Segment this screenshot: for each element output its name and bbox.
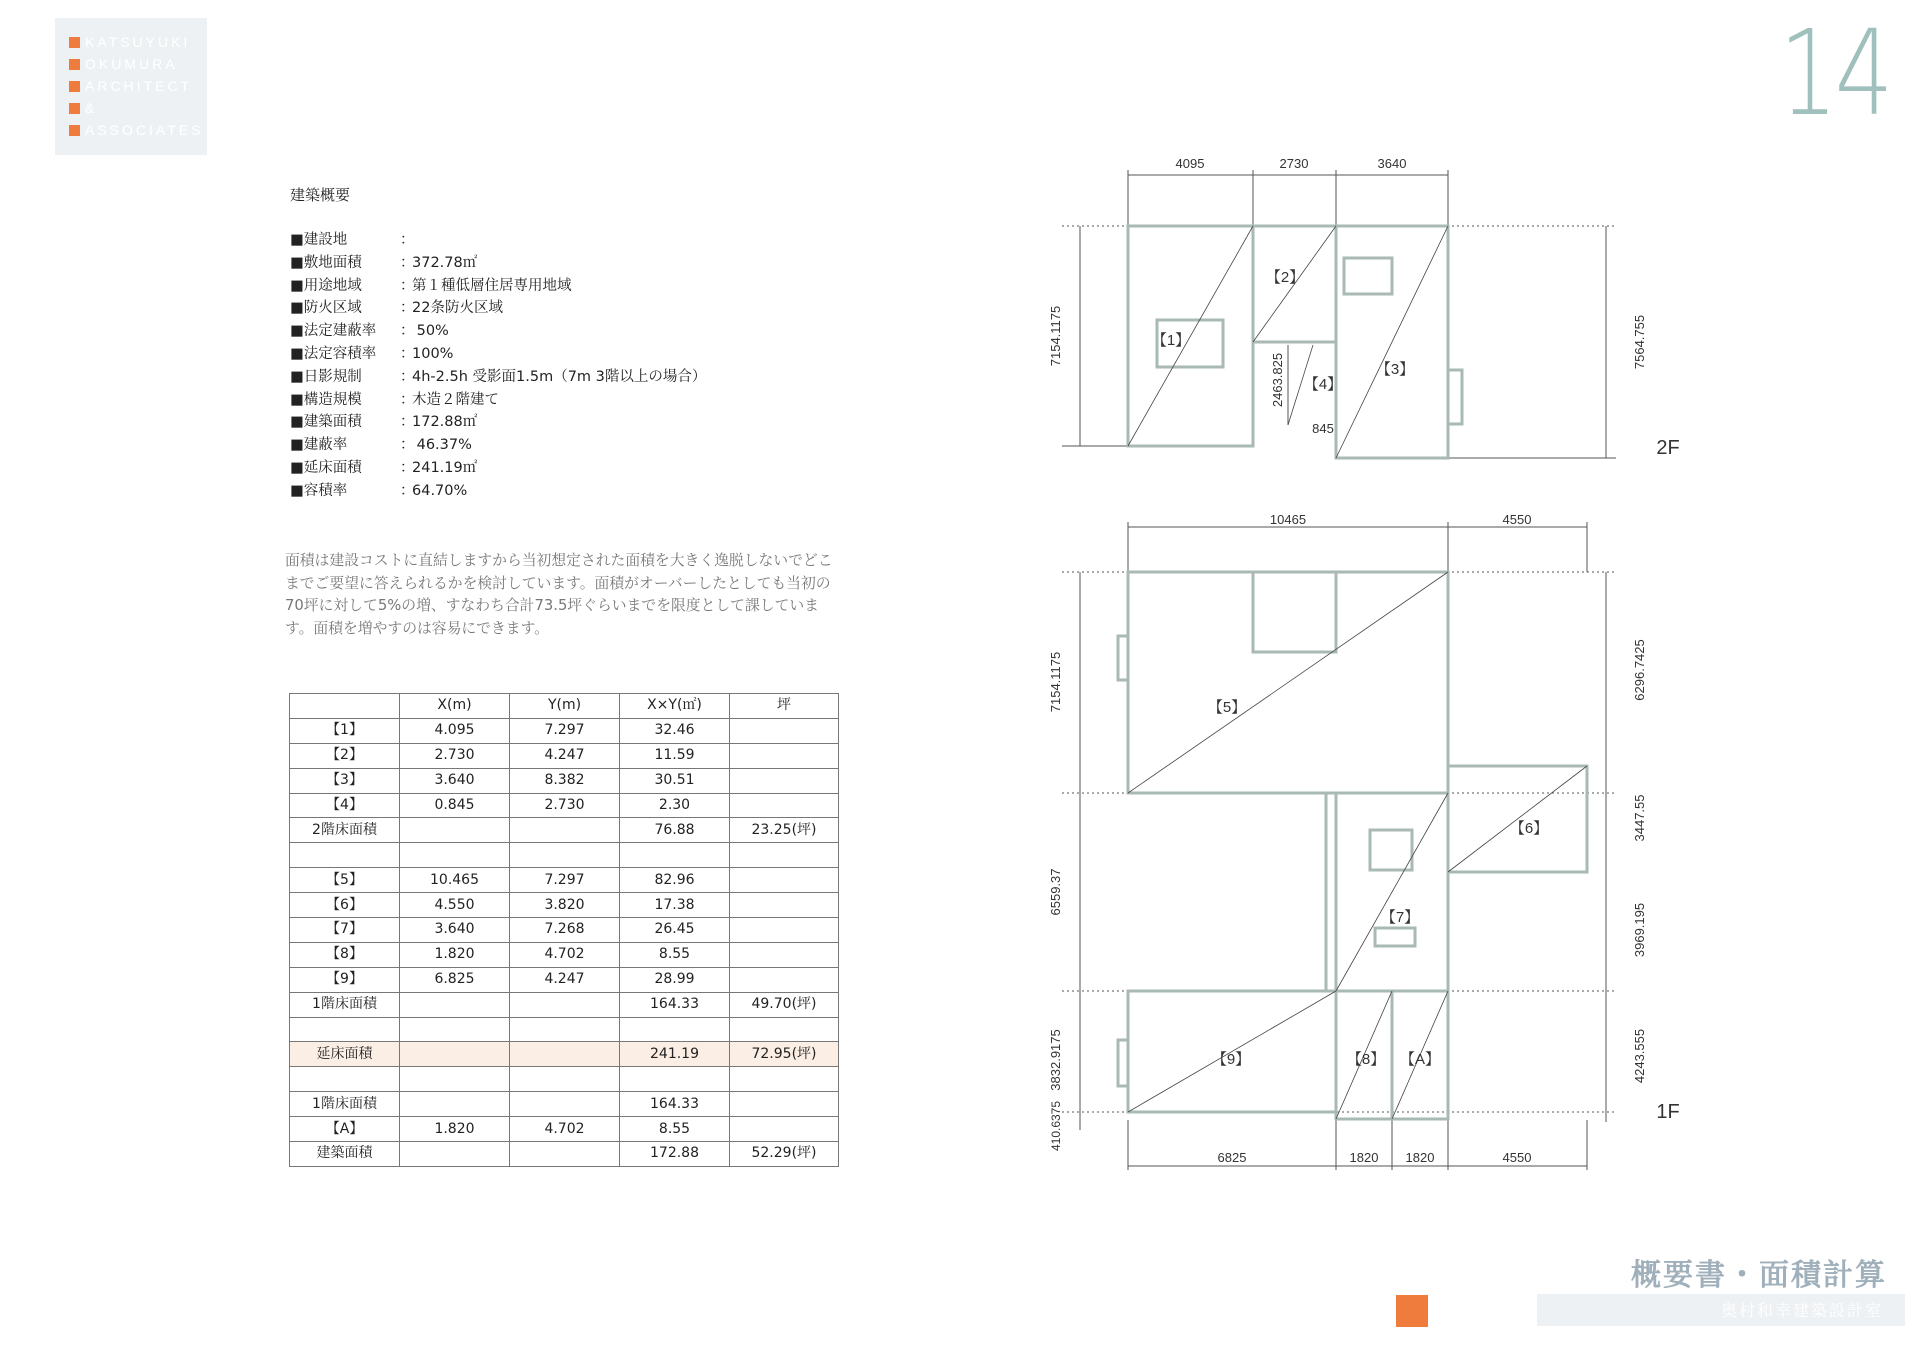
plan-1f-dim-right: 3969.195 [1632, 902, 1647, 958]
table-cell: 164.33 [620, 1092, 730, 1117]
table-cell: 26.45 [620, 918, 730, 943]
room-label: 【5】 [1207, 699, 1247, 716]
spec-separator: ： [400, 232, 415, 248]
table-cell: 1.820 [400, 1117, 510, 1142]
table-cell: 8.55 [620, 1117, 730, 1142]
room-label: 【8】 [1346, 1051, 1386, 1068]
spec-separator: ： [400, 254, 415, 271]
table-cell: 32.46 [620, 718, 730, 743]
plan-2f-dim-top: 3640 [1377, 156, 1407, 171]
table-cell: 【9】 [290, 967, 400, 992]
table-cell: 241.19 [620, 1042, 730, 1067]
spec-separator: ： [400, 414, 415, 431]
plan-1f-dim-bottom: 6825 [1217, 1150, 1247, 1165]
table-header-cell: X×Y(㎡) [620, 694, 730, 719]
table-header-cell: X(m) [400, 694, 510, 719]
plan-1f-diagonals [1128, 572, 1587, 1119]
table-cell: 82.96 [620, 868, 730, 893]
table-cell: 172.88 [620, 1142, 730, 1167]
plan-1f-dim-bottom: 1820 [1405, 1150, 1435, 1165]
page-number: 14 [1779, 4, 1890, 142]
table-cell: 4.702 [510, 942, 620, 967]
table-cell: 建築面積 [290, 1142, 400, 1167]
spec-label: ■法定建蔽率 [290, 323, 377, 340]
table-cell: 1階床面積 [290, 1092, 400, 1117]
plan-2f-dim-left: 7154.1175 [1048, 305, 1063, 367]
floor-label: 2F [1656, 437, 1680, 459]
plan-1f-dim-right: 6296.7425 [1632, 639, 1647, 701]
plan-1f-dim-right: 3447.55 [1632, 794, 1647, 842]
table-cell: 1.820 [400, 942, 510, 967]
logo-line: ASSOCIATES [69, 121, 203, 139]
spec-label: ■敷地面積 [290, 254, 362, 271]
plan-1f-dim-top: 10465 [1269, 512, 1307, 527]
spec-label: ■構造規模 [290, 391, 362, 408]
logo-line: ARCHITECT [69, 77, 192, 95]
room-label: 【6】 [1509, 820, 1549, 837]
plan-2f-dimension-lines [1062, 170, 1616, 458]
table-cell: 3.640 [400, 918, 510, 943]
table-cell: 8.382 [510, 768, 620, 793]
room-label: 【3】 [1375, 361, 1415, 378]
spec-separator: ： [400, 391, 415, 408]
table-header-cell: Y(m) [510, 694, 620, 719]
room-label: 【4】 [1303, 376, 1343, 393]
table-header-cell: 坪 [730, 694, 839, 719]
table-cell: 8.55 [620, 942, 730, 967]
room-label: 【1】 [1151, 332, 1191, 349]
plan-2f-dim-inner: 845 [1312, 421, 1334, 436]
spec-label: ■建蔽率 [290, 437, 348, 454]
table-cell: 72.95(坪) [730, 1042, 839, 1067]
table-cell: 7.268 [510, 918, 620, 943]
spec-label: ■防火区域 [290, 300, 362, 317]
table-cell: 【2】 [290, 743, 400, 768]
table-cell: 30.51 [620, 768, 730, 793]
spec-separator: ： [400, 368, 415, 385]
table-cell: 76.88 [620, 818, 730, 843]
table-cell: 【A】 [290, 1117, 400, 1142]
logo-line: OKUMURA [69, 55, 178, 73]
description-paragraph: 面積は建設コストに直結しますから当初想定された面積を大きく逸脱しないでどこまでご要望に答えられるかを検討しています。面積がオーバーしたとしても当初の70坪に対して5%の増、すなわち合計73.5坪ぐらいまでを限度として課しています。面積を増やすのは容易にできます。 [285, 552, 833, 637]
plan-1f-dim-left: 3832.9175 [1048, 1029, 1063, 1091]
spec-separator: ： [400, 437, 415, 454]
table-cell: 23.25(坪) [730, 818, 839, 843]
spec-value: 372.78㎡ [412, 254, 478, 271]
spec-label: ■用途地域 [290, 277, 362, 294]
table-cell: 【4】 [290, 793, 400, 818]
table-cell: 【1】 [290, 718, 400, 743]
plan-1f-dim-left: 7154.1175 [1048, 651, 1063, 713]
spec-value: 4h-2.5h 受影面1.5m（7m 3階以上の場合） [412, 368, 707, 385]
table-cell: 17.38 [620, 893, 730, 918]
table-cell: 2.730 [400, 743, 510, 768]
table-cell: 4.702 [510, 1117, 620, 1142]
table-cell: 164.33 [620, 992, 730, 1017]
spec-value: 64.70% [412, 482, 468, 499]
spec-value: 木造２階建て [412, 391, 499, 408]
table-cell: 11.59 [620, 743, 730, 768]
spec-label: ■容積率 [290, 482, 348, 499]
plan-1f-dim-bottom: 4550 [1502, 1150, 1532, 1165]
room-label: 【2】 [1265, 269, 1305, 286]
table-cell: 10.465 [400, 868, 510, 893]
spec-label: ■建築面積 [290, 414, 362, 431]
floor-label: 1F [1656, 1101, 1680, 1123]
spec-value: 50% [412, 323, 449, 340]
table-cell: 2階床面積 [290, 818, 400, 843]
spec-separator: ： [400, 345, 415, 362]
table-cell: 52.29(坪) [730, 1142, 839, 1167]
spec-value: 241.19㎡ [412, 459, 478, 476]
table-cell: 4.095 [400, 718, 510, 743]
logo-line: & [69, 99, 97, 117]
spec-separator: ： [400, 300, 415, 317]
table-cell: 【3】 [290, 768, 400, 793]
spec-separator: ： [400, 482, 415, 499]
table-cell: 0.845 [400, 793, 510, 818]
plan-1f-dim-left: 410.6375 [1049, 1100, 1063, 1152]
table-cell: 4.247 [510, 967, 620, 992]
plan-1f-dimension-lines [1062, 522, 1616, 1170]
spec-value: 22条防火区域 [412, 300, 503, 317]
plan-1f-dim-right: 4243.555 [1632, 1028, 1647, 1084]
spec-separator: ： [400, 323, 415, 340]
footer-accent-square [1396, 1295, 1428, 1327]
table-cell: 1階床面積 [290, 992, 400, 1017]
spec-separator: ： [400, 459, 415, 476]
plan-1f-walls [1118, 572, 1587, 1119]
logo-line: KATSUYUKI [69, 33, 190, 51]
spec-label: ■日影規制 [290, 368, 362, 385]
room-label: 【A】 [1399, 1051, 1441, 1068]
plan-1f-dim-left: 6559.37 [1048, 868, 1063, 916]
table-cell: 28.99 [620, 967, 730, 992]
footer-company-name: 奥村和幸建築設計室 [1720, 1301, 1883, 1320]
table-cell: 延床面積 [290, 1042, 400, 1067]
table-cell: 【5】 [290, 868, 400, 893]
spec-value: 46.37% [412, 437, 472, 454]
table-cell: 【7】 [290, 918, 400, 943]
plan-1f-dim-bottom: 1820 [1349, 1150, 1379, 1165]
table-cell: 4.247 [510, 743, 620, 768]
plan-2f-dim-top: 4095 [1175, 156, 1205, 171]
table-cell: 7.297 [510, 868, 620, 893]
table-cell: 【6】 [290, 893, 400, 918]
table-cell: 7.297 [510, 718, 620, 743]
table-cell: 3.820 [510, 893, 620, 918]
table-cell: 3.640 [400, 768, 510, 793]
spec-label: ■建設地 [290, 232, 348, 248]
spec-value: 172.88㎡ [412, 414, 478, 431]
room-label: 【9】 [1211, 1051, 1251, 1068]
plan-2f-dim-right: 7564.755 [1632, 314, 1647, 370]
table-cell: 2.730 [510, 793, 620, 818]
spec-label: ■法定容積率 [290, 345, 377, 362]
plan-1f-dim-top: 4550 [1502, 512, 1532, 527]
plan-2f-dim-inner: 2463.825 [1270, 352, 1285, 408]
section-title: 建築概要 [290, 186, 351, 204]
table-cell: 49.70(坪) [730, 992, 839, 1017]
footer-title: 概要書・面積計算 [1631, 1258, 1887, 1293]
spec-value: 100% [412, 345, 454, 362]
plan-2f-dim-top: 2730 [1279, 156, 1309, 171]
table-cell: 6.825 [400, 967, 510, 992]
table-cell: 4.550 [400, 893, 510, 918]
table-cell: 2.30 [620, 793, 730, 818]
spec-label: ■延床面積 [290, 459, 362, 476]
spec-separator: ： [400, 277, 415, 294]
spec-value: 第１種低層住居専用地域 [412, 277, 572, 294]
table-cell: 【8】 [290, 942, 400, 967]
footer-company-bar [1537, 1294, 1905, 1326]
room-label: 【7】 [1380, 909, 1420, 926]
